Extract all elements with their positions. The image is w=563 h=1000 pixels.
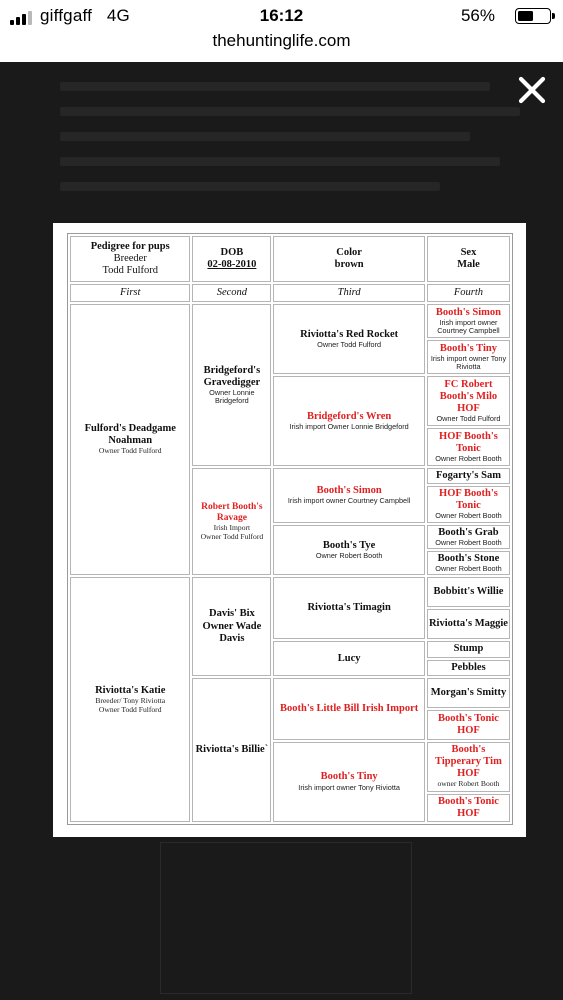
ancestor-cell: Booth's Simon Irish import owner Courtney Campbell bbox=[273, 468, 425, 523]
dam-sire-cell: Davis' Bix Owner Wade Davis bbox=[192, 577, 271, 675]
ancestor-cell: FC Robert Booth's Milo HOF Owner Todd Fulford bbox=[427, 376, 510, 426]
ancestor-cell: Pebbles bbox=[427, 660, 510, 676]
header-dob-cell: DOB 02-08-2010 bbox=[192, 236, 271, 282]
network-type: 4G bbox=[106, 6, 130, 25]
ancestor-cell: Booth's Tiny Irish import owner Tony Riviotta bbox=[273, 742, 425, 822]
ancestor-cell: Booth's Stone Owner Robert Booth bbox=[427, 551, 510, 575]
ancestor-cell: Booth's Tipperary Tim HOF owner Robert Booth bbox=[427, 742, 510, 792]
header-sex-cell: Sex Male bbox=[427, 236, 510, 282]
carrier-label: giffgaff 4G bbox=[40, 6, 130, 25]
ancestor-cell: Lucy bbox=[273, 641, 425, 675]
generation-label: Fourth bbox=[427, 284, 510, 302]
sire-dam-cell: Robert Booth's Ravage Irish Import Owner Todd Fulford bbox=[192, 468, 271, 575]
generation-label: Second bbox=[192, 284, 271, 302]
dam-dam-cell: Riviotta's Billie` bbox=[192, 678, 271, 822]
sire-cell: Fulford's Deadgame Noahman Owner Todd Fulford bbox=[70, 304, 190, 575]
dam-cell: Riviotta's Katie Breeder/ Tony Riviotta Owner Todd Fulford bbox=[70, 577, 190, 821]
ancestor-cell: HOF Booth's Tonic Owner Robert Booth bbox=[427, 486, 510, 523]
close-icon[interactable] bbox=[512, 70, 552, 110]
image-lightbox bbox=[53, 223, 526, 837]
ancestor-cell: Booth's Tye Owner Robert Booth bbox=[273, 525, 425, 576]
ancestor-cell: Riviotta's Maggie bbox=[427, 609, 510, 639]
battery-percent: 56% bbox=[460, 6, 495, 25]
ancestor-cell: Bobbitt's Willie bbox=[427, 577, 510, 607]
ancestor-cell: Booth's Little Bill Irish Import bbox=[273, 678, 425, 740]
ancestor-cell: Bridgeford's Wren Irish import Owner Lonnie Bridgeford bbox=[273, 376, 425, 466]
ancestor-cell: Riviotta's Red Rocket Owner Todd Fulford bbox=[273, 304, 425, 374]
header-pedigree-cell: Pedigree for pups Breeder Todd Fulford bbox=[70, 236, 190, 282]
ancestor-cell: HOF Booth's Tonic Owner Robert Booth bbox=[427, 428, 510, 466]
ancestor-cell: Booth's Tiny Irish import owner Tony Riviotta bbox=[427, 340, 510, 374]
battery-icon bbox=[515, 8, 551, 24]
ancestor-cell: Booth's Simon Irish import owner Courtney Campbell bbox=[427, 304, 510, 338]
ancestor-cell: Riviotta's Timagin bbox=[273, 577, 425, 639]
clock: 16:12 bbox=[259, 6, 304, 25]
generation-label: Third bbox=[273, 284, 425, 302]
header-color-cell: Color brown bbox=[273, 236, 425, 282]
ancestor-cell: Morgan's Smitty bbox=[427, 678, 510, 708]
address-bar-url[interactable]: thehuntinglife.com bbox=[212, 31, 351, 50]
pedigree-table bbox=[67, 233, 513, 825]
ancestor-cell: Booth's Tonic HOF bbox=[427, 794, 510, 822]
sire-sire-cell: Bridgeford's Gravedigger Owner Lonnie Bridgeford bbox=[192, 304, 271, 466]
status-bar bbox=[0, 0, 563, 62]
generation-label: First bbox=[70, 284, 190, 302]
ancestor-cell: Stump bbox=[427, 641, 510, 657]
ancestor-cell: Booth's Grab Owner Robert Booth bbox=[427, 525, 510, 549]
ancestor-cell: Booth's Tonic HOF bbox=[427, 710, 510, 740]
ancestor-cell: Fogarty's Sam bbox=[427, 468, 510, 484]
